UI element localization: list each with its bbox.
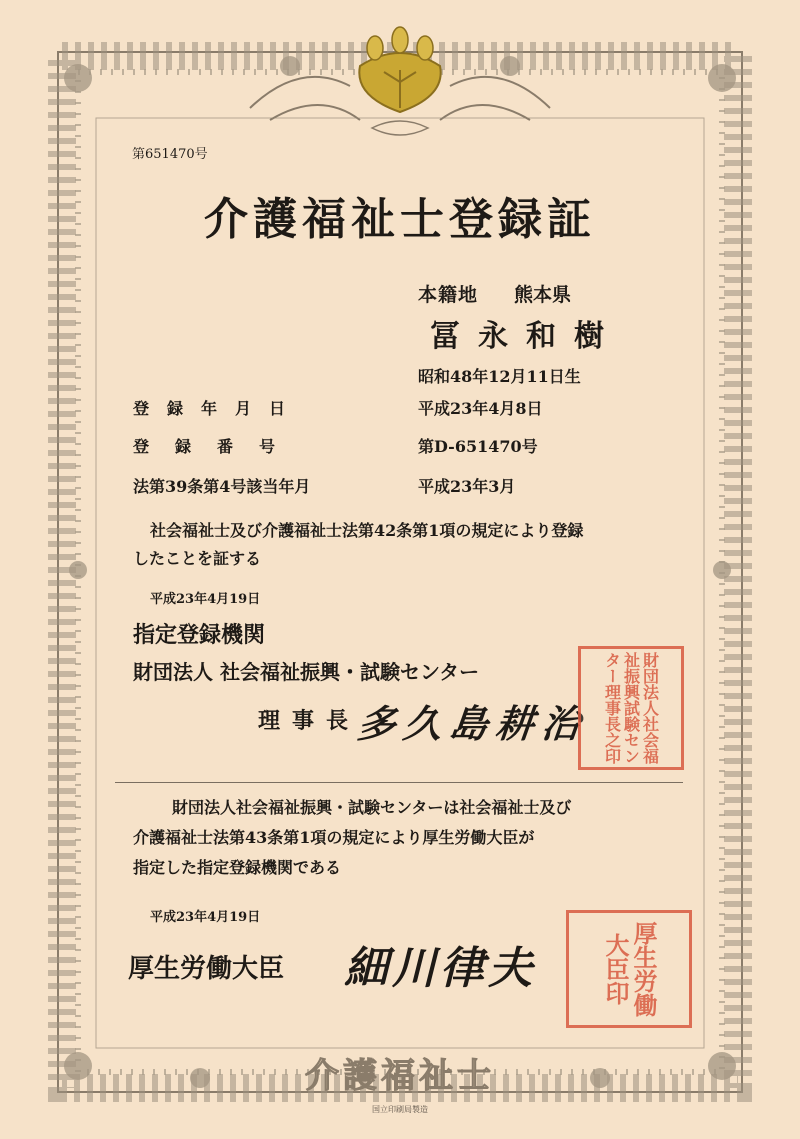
chairman-signature: 多久島耕治	[355, 701, 591, 746]
kiri-emblem-icon	[359, 27, 440, 112]
bottom-watermark: 介護福祉士	[305, 1056, 495, 1096]
minister-date: 平成23年4月19日	[150, 910, 261, 925]
holder-name: 冨永和樹	[430, 319, 622, 354]
section-divider	[115, 782, 683, 783]
agency-name: 財団法人 社会福祉振興・試験センター	[133, 660, 480, 684]
registration-number-value: 第D-651470号	[418, 437, 538, 456]
certification-text-line2: したことを証する	[133, 549, 262, 568]
qualification-date-value: 平成23年3月	[418, 477, 516, 496]
birth-date: 昭和48年12月11日生	[418, 367, 581, 386]
agency-seal-icon: 財団法人社会福祉振興試験センター理事長之印	[578, 646, 684, 770]
minister-seal-icon: 厚生労働大臣印	[566, 910, 692, 1028]
registration-number-label: 登録番号	[133, 437, 302, 456]
chairman-title: 理事長	[258, 708, 361, 734]
qualification-date-label: 法第39条第4号該当年月	[133, 477, 311, 496]
certificate-number: 第651470号	[132, 147, 208, 162]
registration-date-value: 平成23年4月8日	[418, 399, 543, 418]
agency-note-line3: 指定した指定登録機関である	[133, 858, 342, 877]
domicile-label: 本籍地	[418, 284, 479, 306]
registration-date-label: 登録年月日	[133, 399, 304, 418]
issue-date: 平成23年4月19日	[150, 592, 261, 607]
certificate-title: 介護福祉士登録証	[204, 194, 596, 245]
certification-text-line1: 社会福祉士及び介護福祉士法第42条第1項の規定により登録	[150, 521, 584, 540]
minister-title: 厚生労働大臣	[128, 954, 285, 984]
domicile-value: 熊本県	[514, 284, 572, 306]
agency-note-line2: 介護福祉士法第43条第1項の規定により厚生労働大臣が	[133, 828, 535, 847]
printer-credit: 国立印刷局製造	[372, 1105, 428, 1114]
minister-signature: 細川律夫	[344, 943, 536, 994]
designated-agency-label: 指定登録機関	[133, 622, 266, 648]
agency-note-line1: 財団法人社会福祉振興・試験センターは社会福祉士及び	[172, 798, 572, 817]
